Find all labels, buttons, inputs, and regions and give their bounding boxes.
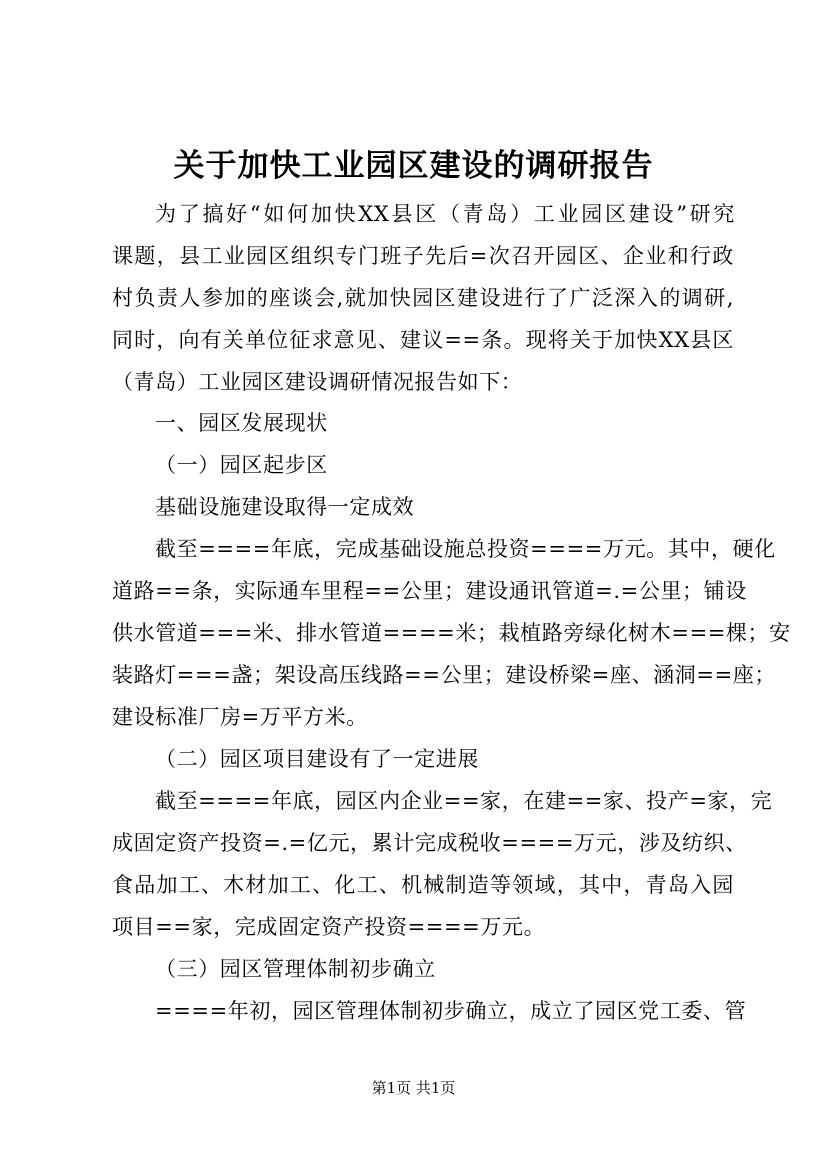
- paragraph-line: 村负责人参加的座谈会,就加快园区建设进行了广泛深入的调研,: [112, 286, 734, 310]
- section-heading: 一、园区发展现状: [155, 411, 328, 435]
- paragraph-heading: 基础设施建设取得一定成效: [155, 495, 415, 519]
- paragraph-line: 截至====年底，完成基础设施总投资====万元。其中，硬化: [155, 537, 776, 561]
- subsection-heading: （二）园区项目建设有了一定进展: [155, 747, 479, 771]
- paragraph-line: 装路灯===盏；架设高压线路==公里；建设桥梁=座、涵洞==座；: [112, 663, 776, 687]
- paragraph-line: 建设标准厂房=万平方米。: [112, 705, 368, 729]
- paragraph-line: 项目==家，完成固定资产投资====万元。: [112, 915, 546, 939]
- page-footer: 第1页 共1页: [371, 1079, 456, 1097]
- paragraph-line: 道路==条，实际通车里程==公里；建设通讯管道=.=公里；铺设: [112, 579, 747, 603]
- paragraph-line: ====年初，园区管理体制初步确立，成立了园区党工委、管: [155, 999, 747, 1023]
- paragraph-line: 供水管道===米、排水管道====米；栽植路旁绿化树木===棵；安: [112, 621, 791, 645]
- paragraph-line: 成固定资产投资=.=亿元，累计完成税收====万元，涉及纺织、: [112, 831, 747, 855]
- subsection-heading: （三）园区管理体制初步确立: [155, 957, 436, 981]
- paragraph-line: 食品加工、木材加工、化工、机械制造等领域，其中，青岛入园: [112, 873, 734, 897]
- document-title: 关于加快工业园区建设的调研报告: [173, 148, 654, 184]
- paragraph-line: 同时，向有关单位征求意见、建议==条。现将关于加快XX县区: [112, 328, 734, 352]
- paragraph-line: 为了搞好“如何加快XX县区（青岛）工业园区建设”研究: [155, 202, 735, 226]
- paragraph-line: 课题，县工业园区组织专门班子先后=次召开园区、企业和行政: [112, 244, 734, 268]
- paragraph-line: （青岛）工业园区建设调研情况报告如下：: [112, 370, 523, 394]
- subsection-heading: （一）园区起步区: [155, 453, 328, 477]
- paragraph-line: 截至====年底，园区内企业==家，在建==家、投产=家，完: [155, 789, 773, 813]
